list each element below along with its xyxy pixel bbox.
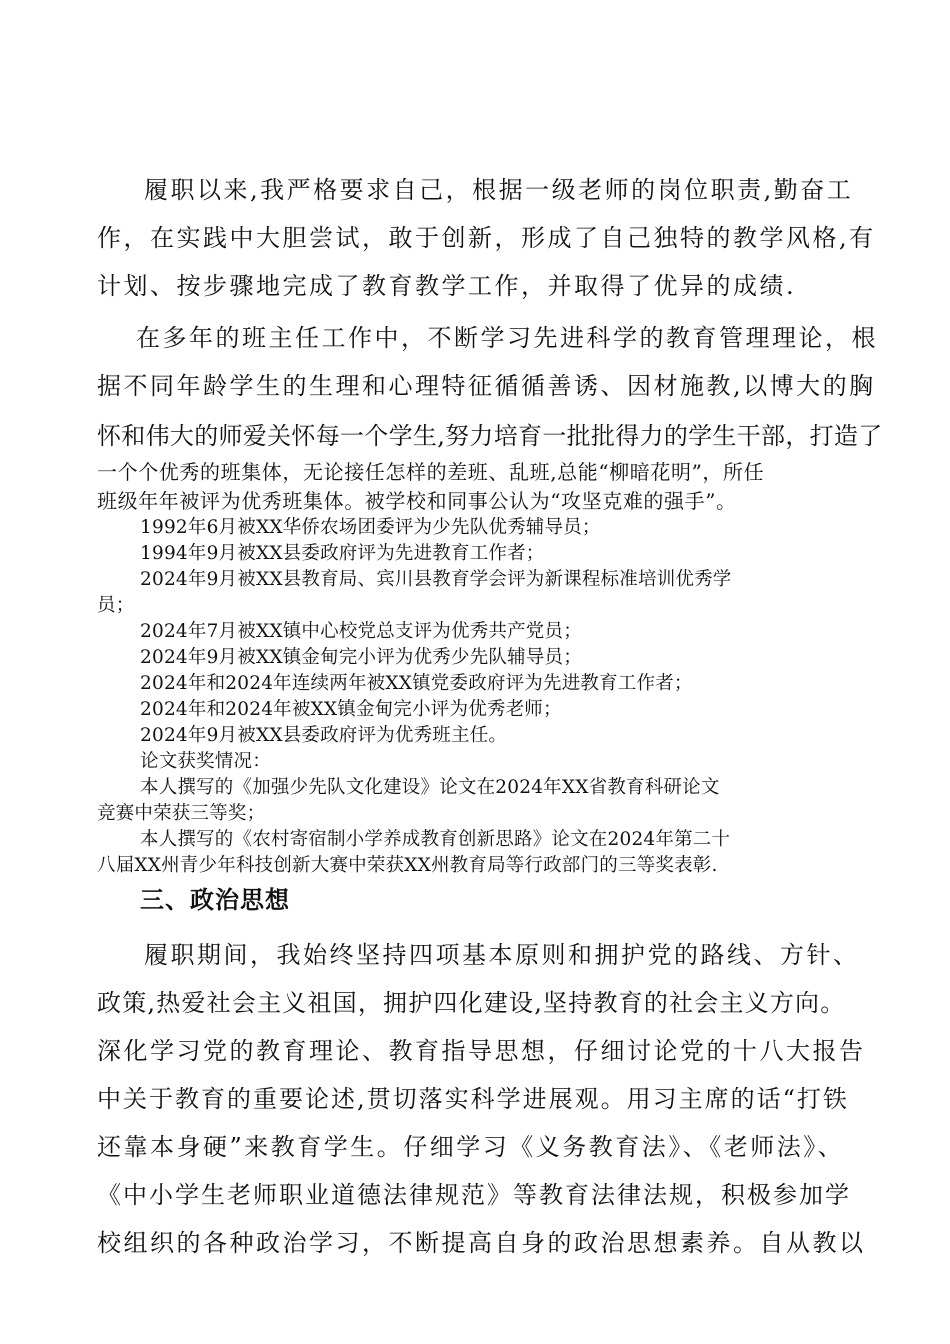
para3-line-1: 履职期间，我始终坚持四项基本原则和拥护党的路线、方针、: [144, 941, 860, 969]
para2-line-2: 据不同年龄学生的生理和心理特征循循善诱、因材施教,以博大的胸: [97, 372, 876, 400]
paper-award-line-4: 八届XX州青少年科技创新大赛中荣获XX州教育局等行政部门的三等奖表彰.: [97, 855, 718, 876]
paper-awards-label: 论文获奖情况：: [140, 751, 271, 772]
para3-line-5: 还靠本身硬”来教育学生。仔细学习《义务教育法》、《老师法》、: [97, 1133, 845, 1161]
paper-award-line-1: 本人撰写的《加强少先队文化建设》论文在2024年XX省教育科研论文: [140, 777, 720, 798]
award-line-2: 1994年9月被XX县委政府评为先进教育工作者；: [140, 543, 545, 564]
para3-line-4: 中关于教育的重要论述,贯切落实科学进展观。用习主席的话“打铁: [97, 1085, 849, 1113]
para3-line-3: 深化学习党的教育理论、教育指导思想，仔细讨论党的十八大报告: [97, 1037, 866, 1065]
para2-line-3: 怀和伟大的师爱关怀每一个学生,努力培育一批批得力的学生干部，打造了: [97, 422, 883, 450]
award-line-6: 2024年9月被XX镇金甸完小评为优秀少先队辅导员；: [140, 647, 582, 668]
paper-award-line-3: 本人撰写的《农村寄宿制小学养成教育创新思路》论文在2024年第二十: [140, 829, 731, 850]
para3-line-2: 政策,热爱社会主义祖国，拥护四化建设,坚持教育的社会主义方向。: [97, 989, 846, 1017]
award-line-9: 2024年9月被XX县委政府评为优秀班主任。: [140, 725, 508, 746]
para1-line-2: 作，在实践中大胆尝试，敢于创新，形成了自己独特的教学风格,有: [97, 224, 876, 252]
award-line-7: 2024年和2024年连续两年被XX镇党委政府评为先进教育工作者；: [140, 673, 693, 694]
para2-line-1: 在多年的班主任工作中，不断学习先进科学的教育管理理论，根: [136, 324, 878, 352]
award-line-3: 2024年9月被XX县教育局、宾川县教育学会评为新课程标准培训优秀学: [140, 569, 732, 590]
para1-line-3: 计划、按步骤地完成了教育教学工作，并取得了优异的成绩.: [97, 272, 797, 300]
award-line-4: 员；: [97, 595, 135, 616]
para1-line-1: 履职以来,我严格要求自己，根据一级老师的岗位职责,勤奋工: [144, 176, 854, 204]
section-heading: 三、政治思想: [140, 886, 290, 914]
para3-line-6: 《中小学生老师职业道德法律规范》等教育法律法规，积极参加学: [97, 1181, 851, 1209]
para2-tail-line-2: 班级年年被评为优秀班集体。被学校和同事公认为“攻坚克难的强手”。: [97, 489, 737, 513]
award-line-5: 2024年7月被XX镇中心校党总支评为优秀共产党员；: [140, 621, 582, 642]
award-line-1: 1992年6月被XX华侨农场团委评为少先队优秀辅导员；: [140, 517, 601, 538]
paper-award-line-2: 竞赛中荣获三等奖；: [97, 803, 266, 824]
para3-line-7: 校组织的各种政治学习，不断提高自身的政治思想素养。自从教以: [97, 1229, 866, 1257]
para2-tail-line-1: 一个个优秀的班集体，无论接任怎样的差班、乱班,总能“柳暗花明”，所任: [97, 460, 765, 484]
award-line-8: 2024年和2024年被XX镇金甸完小评为优秀老师；: [140, 699, 562, 720]
